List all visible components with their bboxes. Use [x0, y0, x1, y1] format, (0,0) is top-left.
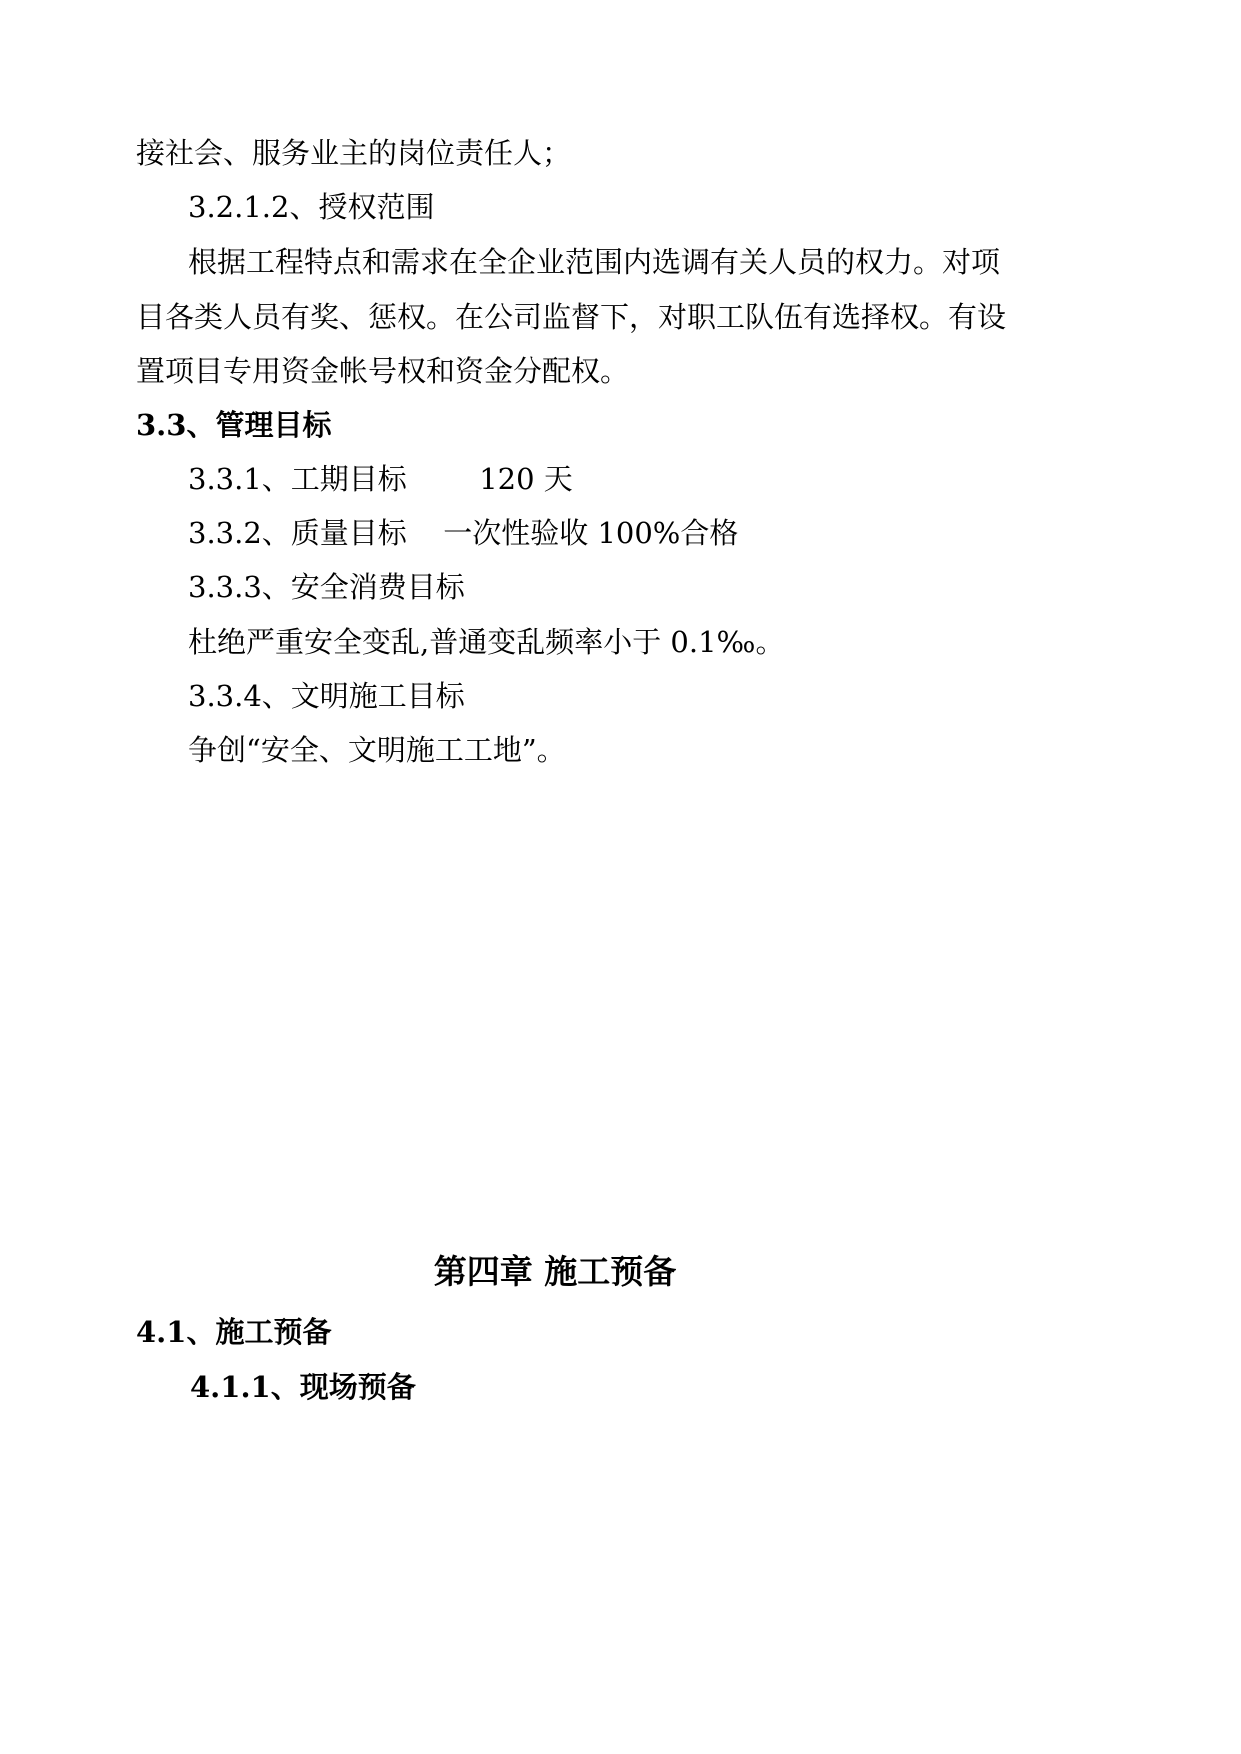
- section-heading: 4.1、施工预备: [136, 1315, 332, 1349]
- paragraph-line: 置项目专用资金帐号权和资金分配权。: [136, 354, 630, 388]
- subsection-heading: 4.1.1、现场预备: [190, 1370, 416, 1404]
- section-heading: 3.3、管理目标: [136, 408, 332, 442]
- safety-goal-label: 3.3.3、安全消费目标: [188, 570, 465, 604]
- schedule-goal-label: 3.3.1、工期目标: [188, 462, 407, 496]
- civil-goal-text: 争创“安全、文明施工工地”。: [188, 733, 566, 767]
- paragraph-line: 接社会、服务业主的岗位责任人；: [136, 136, 572, 170]
- paragraph-line: 根据工程特点和需求在全企业范围内选调有关人员的权力。对项: [188, 245, 1001, 279]
- quality-goal: [188, 513, 738, 553]
- subsection-heading: 3.2.1.2、授权范围: [188, 190, 435, 224]
- quality-goal-value: 一次性验收 100%合格: [443, 516, 739, 550]
- civil-goal-label: 3.3.4、文明施工目标: [188, 679, 465, 713]
- schedule-goal: [188, 459, 573, 499]
- chapter-title: 第四章 施工预备: [433, 1252, 677, 1291]
- quality-goal-label: 3.3.2、质量目标: [188, 516, 407, 550]
- paragraph-line: 目各类人员有奖、惩权。在公司监督下，对职工队伍有选择权。有设: [136, 300, 1007, 334]
- safety-goal-text: 杜绝严重安全变乱,普通变乱频率小于 0.1‰。: [188, 625, 785, 659]
- schedule-goal-value: 120 天: [479, 462, 573, 496]
